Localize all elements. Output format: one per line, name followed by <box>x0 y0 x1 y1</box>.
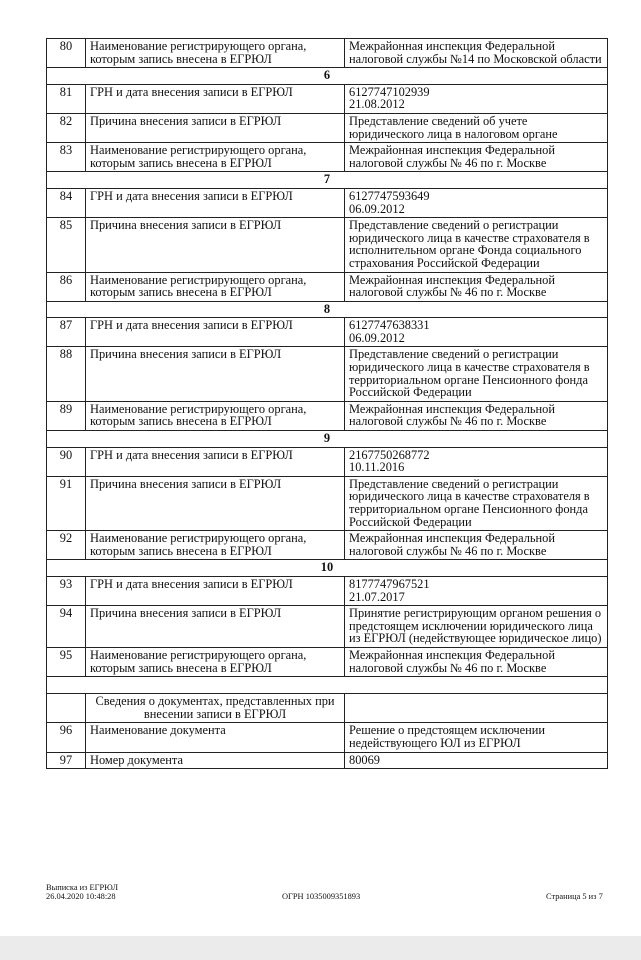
row-number: 83 <box>47 143 86 172</box>
row-number: 80 <box>47 39 86 68</box>
field-label: Наименование документа <box>86 723 345 752</box>
field-label: ГРН и дата внесения записи в ЕГРЮЛ <box>86 84 345 113</box>
row-number: 94 <box>47 606 86 648</box>
field-label: Номер документа <box>86 752 345 769</box>
field-label: Причина внесения записи в ЕГРЮЛ <box>86 606 345 648</box>
row-number: 96 <box>47 723 86 752</box>
footer-page-number: Страница 5 из 7 <box>546 892 603 901</box>
table-row <box>47 347 608 401</box>
row-number: 85 <box>47 218 86 272</box>
field-label: Наименование регистрирующего органа, которым запись внесена в ЕГРЮЛ <box>86 39 345 68</box>
row-number: 87 <box>47 318 86 347</box>
table-row <box>47 576 608 605</box>
footer-left <box>46 883 118 901</box>
footer-datetime: 26.04.2020 10:48:28 <box>46 892 116 901</box>
table-row <box>47 606 608 648</box>
field-label: ГРН и дата внесения записи в ЕГРЮЛ <box>86 447 345 476</box>
field-label: ГРН и дата внесения записи в ЕГРЮЛ <box>86 576 345 605</box>
field-value: 80069 <box>345 752 608 769</box>
field-label: Наименование регистрирующего органа, которым запись внесена в ЕГРЮЛ <box>86 531 345 560</box>
field-value: 6127747638331 06.09.2012 <box>345 318 608 347</box>
field-value: Межрайонная инспекция Федеральной налоговой службы № 46 по г. Москве <box>345 647 608 676</box>
section-row <box>47 301 608 318</box>
row-number: 93 <box>47 576 86 605</box>
field-value: Представление сведений о регистрации юридического лица в качестве страхователя в исполнительном органе Фонда социального страхования Российской Федерации <box>345 218 608 272</box>
section-row <box>47 68 608 85</box>
field-value: Представление сведений о регистрации юридического лица в качестве страхователя в территориальном органе Пенсионного фонда Российской Федерации <box>345 347 608 401</box>
field-label: Сведения о документах, представленных при внесении записи в ЕГРЮЛ <box>86 694 345 723</box>
field-value: Межрайонная инспекция Федеральной налоговой службы № 46 по г. Москве <box>345 143 608 172</box>
row-number: 88 <box>47 347 86 401</box>
row-number: 97 <box>47 752 86 769</box>
table-row <box>47 401 608 430</box>
section-number: 9 <box>47 431 608 448</box>
field-value <box>345 694 608 723</box>
section-row <box>47 172 608 189</box>
table-row <box>47 84 608 113</box>
row-number: 92 <box>47 531 86 560</box>
field-label: Причина внесения записи в ЕГРЮЛ <box>86 347 345 401</box>
row-number: 86 <box>47 272 86 301</box>
row-number: 95 <box>47 647 86 676</box>
table-row <box>47 647 608 676</box>
field-label: Наименование регистрирующего органа, которым запись внесена в ЕГРЮЛ <box>86 401 345 430</box>
field-value: Представление сведений о регистрации юридического лица в качестве страхователя в территориальном органе Пенсионного фонда Российской Федерации <box>345 476 608 530</box>
table-row <box>47 447 608 476</box>
row-number: 81 <box>47 84 86 113</box>
viewer-background <box>0 936 641 960</box>
table-row <box>47 218 608 272</box>
section-number: 10 <box>47 560 608 577</box>
field-label: Причина внесения записи в ЕГРЮЛ <box>86 113 345 142</box>
field-label: ГРН и дата внесения записи в ЕГРЮЛ <box>86 318 345 347</box>
row-number <box>47 694 86 723</box>
field-label: Наименование регистрирующего органа, которым запись внесена в ЕГРЮЛ <box>86 272 345 301</box>
field-value: Межрайонная инспекция Федеральной налоговой службы № 46 по г. Москве <box>345 531 608 560</box>
field-label: Причина внесения записи в ЕГРЮЛ <box>86 476 345 530</box>
field-value: 8177747967521 21.07.2017 <box>345 576 608 605</box>
field-value: Межрайонная инспекция Федеральной налоговой службы №14 по Московской области <box>345 39 608 68</box>
field-value: Решение о предстоящем исключении недействующего ЮЛ из ЕГРЮЛ <box>345 723 608 752</box>
field-value: 6127747102939 21.08.2012 <box>345 84 608 113</box>
table-row <box>47 723 608 752</box>
blank-row <box>47 677 608 694</box>
row-number: 89 <box>47 401 86 430</box>
section-number: 8 <box>47 301 608 318</box>
field-value: Принятие регистрирующим органом решения о предстоящем исключении юридического лица из ЕГРЮЛ (недействующее юридическое лицо) <box>345 606 608 648</box>
row-number: 91 <box>47 476 86 530</box>
field-value: Представление сведений об учете юридического лица в налоговом органе <box>345 113 608 142</box>
table-row <box>47 531 608 560</box>
table-row <box>47 39 608 68</box>
field-value: 6127747593649 06.09.2012 <box>345 188 608 217</box>
field-label: Наименование регистрирующего органа, которым запись внесена в ЕГРЮЛ <box>86 647 345 676</box>
table-row <box>47 113 608 142</box>
section-number: 7 <box>47 172 608 189</box>
table-row <box>47 752 608 769</box>
field-label: Наименование регистрирующего органа, которым запись внесена в ЕГРЮЛ <box>86 143 345 172</box>
field-value: Межрайонная инспекция Федеральной налоговой службы № 46 по г. Москве <box>345 401 608 430</box>
table-body <box>47 39 608 769</box>
field-label: ГРН и дата внесения записи в ЕГРЮЛ <box>86 188 345 217</box>
section-row <box>47 560 608 577</box>
footer-document-name: Выписка из ЕГРЮЛ <box>46 883 119 892</box>
blank-cell <box>47 677 608 694</box>
table-row <box>47 188 608 217</box>
subheader-row <box>47 694 608 723</box>
row-number: 90 <box>47 447 86 476</box>
field-value: 2167750268772 10.11.2016 <box>345 447 608 476</box>
section-row <box>47 431 608 448</box>
table-row <box>47 318 608 347</box>
table-row <box>47 272 608 301</box>
row-number: 82 <box>47 113 86 142</box>
section-number: 6 <box>47 68 608 85</box>
table-row <box>47 476 608 530</box>
field-value: Межрайонная инспекция Федеральной налоговой службы № 46 по г. Москве <box>345 272 608 301</box>
egrul-table <box>46 38 608 769</box>
field-label: Причина внесения записи в ЕГРЮЛ <box>86 218 345 272</box>
row-number: 84 <box>47 188 86 217</box>
footer-ogrn: ОГРН 1035009351893 <box>282 892 361 901</box>
table-row <box>47 143 608 172</box>
